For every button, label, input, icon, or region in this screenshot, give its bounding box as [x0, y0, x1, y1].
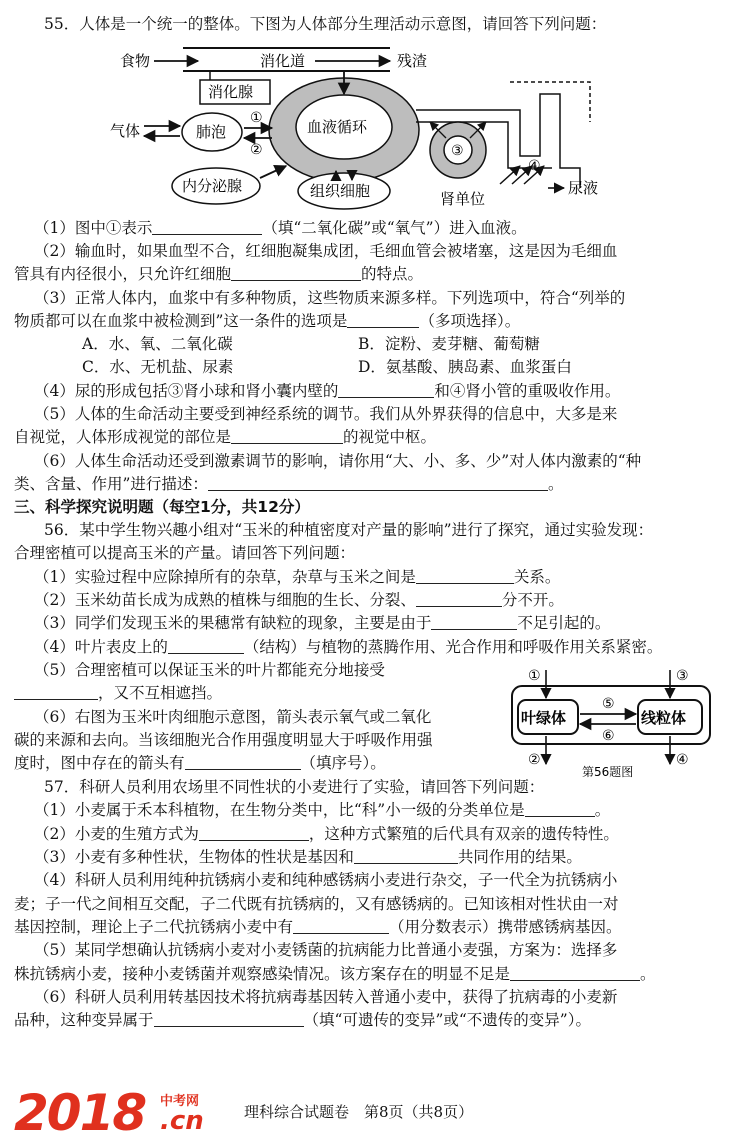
- mitochondria-label: 线粒体: [641, 709, 687, 727]
- q57-blank2[interactable]: [199, 826, 309, 841]
- q56-blank4[interactable]: [168, 639, 244, 654]
- q55-option-d: D．氨基酸、胰岛素、血浆蛋白: [358, 358, 572, 376]
- label-n4: ④: [528, 158, 541, 174]
- residue-label: 残渣: [397, 52, 428, 70]
- blood-circulation-label: 血液循环: [307, 118, 368, 136]
- q57-item4-line3: 基因控制，理论上子二代抗锈病小麦中有 （用分数表示）携带感锈病基因。: [14, 918, 622, 936]
- q56-stem-line2: 合理密植可以提高玉米的产量。请回答下列问题：: [14, 544, 356, 562]
- q56-blank3[interactable]: [431, 615, 517, 630]
- label-n2: ②: [250, 142, 263, 158]
- q56-item3: （3）同学们发现玉米的果穗常有缺粒的现象，主要是由于 不足引起的。: [34, 614, 611, 632]
- q55-blank4[interactable]: [338, 383, 434, 398]
- q55-blank5[interactable]: [231, 429, 343, 444]
- q55-blank2[interactable]: [231, 266, 361, 281]
- q57-item2: （2）小麦的生殖方式为 ，这种方式繁殖的后代具有双亲的遗传特性。: [34, 825, 619, 843]
- chloroplast-label: 叶绿体: [521, 709, 567, 727]
- q55-item5-line2: 自视觉，人体形成视觉的部位是 的视觉中枢。: [14, 428, 437, 446]
- figure-caption: 第56题图: [582, 765, 634, 779]
- q56-blank2[interactable]: [416, 592, 502, 607]
- q57-blank3[interactable]: [354, 849, 458, 864]
- section-3-heading: 三、科学探究说明题（每空1分，共12分）: [14, 498, 310, 516]
- q55-blank3[interactable]: [347, 313, 419, 328]
- q55-item2-line1: （2）输血时，如果血型不合，红细胞凝集成团，毛细血管会被堵塞，这是因为毛细血: [34, 242, 618, 260]
- q55-blank6[interactable]: [208, 476, 548, 491]
- food-label: 食物: [120, 52, 151, 70]
- site-logo-subtitle: 中考网: [160, 1094, 200, 1109]
- q56-blank6[interactable]: [185, 755, 301, 770]
- q55-option-b: B．淀粉、麦芽糖、葡萄糖: [358, 335, 540, 353]
- q57-item3: （3）小麦有多种性状，生物体的性状是基因和 共同作用的结果。: [34, 848, 582, 866]
- tissue-cells-label: 组织细胞: [310, 182, 371, 200]
- site-logo[interactable]: 2018: [14, 1084, 146, 1142]
- q57-item5-line2: 株抗锈病小麦，接种小麦锈菌并观察感染情况。该方案存在的明显不足是 。: [14, 965, 656, 983]
- digestive-tract-label: 消化道: [260, 52, 306, 70]
- arrow-label-2: ②: [528, 752, 541, 768]
- q55-option-a: A．水、氧、二氧化碳: [82, 335, 233, 353]
- q56-blank5[interactable]: [14, 685, 98, 700]
- q55-option-c: C．水、无机盐、尿素: [82, 358, 234, 376]
- q56-item2: （2）玉米幼苗长成为成熟的植株与细胞的生长、分裂、 分不开。: [34, 591, 564, 609]
- arrow-label-3: ③: [676, 668, 689, 684]
- q57-blank1[interactable]: [525, 802, 595, 817]
- q57-blank6[interactable]: [154, 1012, 304, 1027]
- q56-item5-line1: （5）合理密植可以保证玉米的叶片都能充分地接受: [34, 661, 385, 679]
- page-footer: 理科综合试题卷 第8页（共8页）: [244, 1103, 474, 1121]
- q55-item6-line2: 类、含量、作用”进行描述： 。: [14, 475, 564, 493]
- nephron-label: 肾单位: [440, 190, 486, 208]
- q57-item5-line1: （5）某同学想确认抗锈病小麦对小麦锈菌的抗病能力比普通小麦强，方案为：选择多: [34, 941, 618, 959]
- label-n3: ③: [451, 143, 464, 159]
- q56-stem-line1: 56．某中学生物兴趣小组对“玉米的种植密度对产量的影响”进行了探究，通过实验发现：: [44, 521, 654, 539]
- q56-item6-line2: 碳的来源和去向。当该细胞光合作用强度明显大于呼吸作用强: [14, 731, 433, 749]
- q57-item6-line1: （6）科研人员利用转基因技术将抗病毒基因转入普通小麦中，获得了抗病毒的小麦新: [34, 988, 618, 1006]
- q55-stem: 55．人体是一个统一的整体。下图为人体部分生理活动示意图，请回答下列问题：: [44, 15, 607, 33]
- q56-blank1[interactable]: [416, 569, 514, 584]
- q57-blank4[interactable]: [293, 919, 389, 934]
- q56-item5-line2: ，又不互相遮挡。: [14, 683, 222, 703]
- digestive-gland-label: 消化腺: [208, 83, 254, 101]
- q56-item6-line3: 度时，图中存在的箭头有 （填序号）。: [14, 754, 386, 772]
- q57-item4-line1: （4）科研人员利用纯种抗锈病小麦和纯种感锈病小麦进行杂交，子一代全为抗锈病小: [34, 871, 618, 889]
- q55-item3-line2: 物质都可以在血浆中被检测到”这一条件的选项是 （多项选择）。: [14, 312, 521, 330]
- q55-item1: （1）图中①表示 （填“二氧化碳”或“氧气”）进入血液。: [34, 219, 527, 237]
- q56-figure: [506, 664, 736, 780]
- q57-item4-line2: 麦；子一代之间相互交配，子二代既有抗锈病的，又有感锈病的。已知该相对性状由一对: [14, 895, 619, 913]
- q55-blank1[interactable]: [152, 220, 262, 235]
- q57-item6-line2: 品种，这种变异属于 （填“可遗传的变异”或“不遗传的变异”）。: [14, 1011, 591, 1029]
- q57-item1: （1）小麦属于禾本科植物，在生物分类中，比“科”小一级的分类单位是 。: [34, 801, 611, 819]
- arrow-label-1: ①: [528, 668, 541, 684]
- arrow-label-4: ④: [676, 752, 689, 768]
- q55-item3-line1: （3）正常人体内，血浆中有多种物质，这些物质来源多样。下列选项中，符合“列举的: [34, 289, 626, 307]
- q55-item2-line2: 管具有内径很小，只允许红细胞 的特点。: [14, 265, 424, 283]
- arrow-label-6: ⑥: [602, 728, 615, 744]
- q57-blank5[interactable]: [510, 966, 640, 981]
- alveoli-label: 肺泡: [196, 123, 227, 141]
- q56-item6-line1: （6）右图为玉米叶肉细胞示意图，箭头表示氧气或二氧化: [34, 708, 432, 726]
- gas-label: 气体: [110, 122, 141, 140]
- q55-item6-line1: （6）人体生命活动还受到激素调节的影响，请你用“大、小、多、少”对人体内激素的“种: [34, 452, 642, 470]
- endocrine-gland-label: 内分泌腺: [182, 177, 243, 195]
- q56-item1: （1）实验过程中应除掉所有的杂草，杂草与玉米之间是 关系。: [34, 568, 561, 586]
- urine-label: 尿液: [568, 179, 599, 197]
- q56-item4: （4）叶片表皮上的 （结构）与植物的蒸腾作用、光合作用和呼吸作用关系紧密。: [34, 638, 663, 656]
- label-n1: ①: [250, 110, 263, 126]
- arrow-label-5: ⑤: [602, 696, 615, 712]
- q55-diagram: [100, 38, 620, 216]
- q55-item5-line1: （5）人体的生命活动主要受到神经系统的调节。我们从外界获得的信息中，大多是来: [34, 405, 618, 423]
- q55-item4: （4）尿的形成包括③肾小球和肾小囊内壁的 和④肾小管的重吸收作用。: [34, 382, 621, 400]
- q57-stem: 57．科研人员利用农场里不同性状的小麦进行了实验，请回答下列问题：: [44, 778, 545, 796]
- site-logo-domain: .cn: [160, 1106, 204, 1136]
